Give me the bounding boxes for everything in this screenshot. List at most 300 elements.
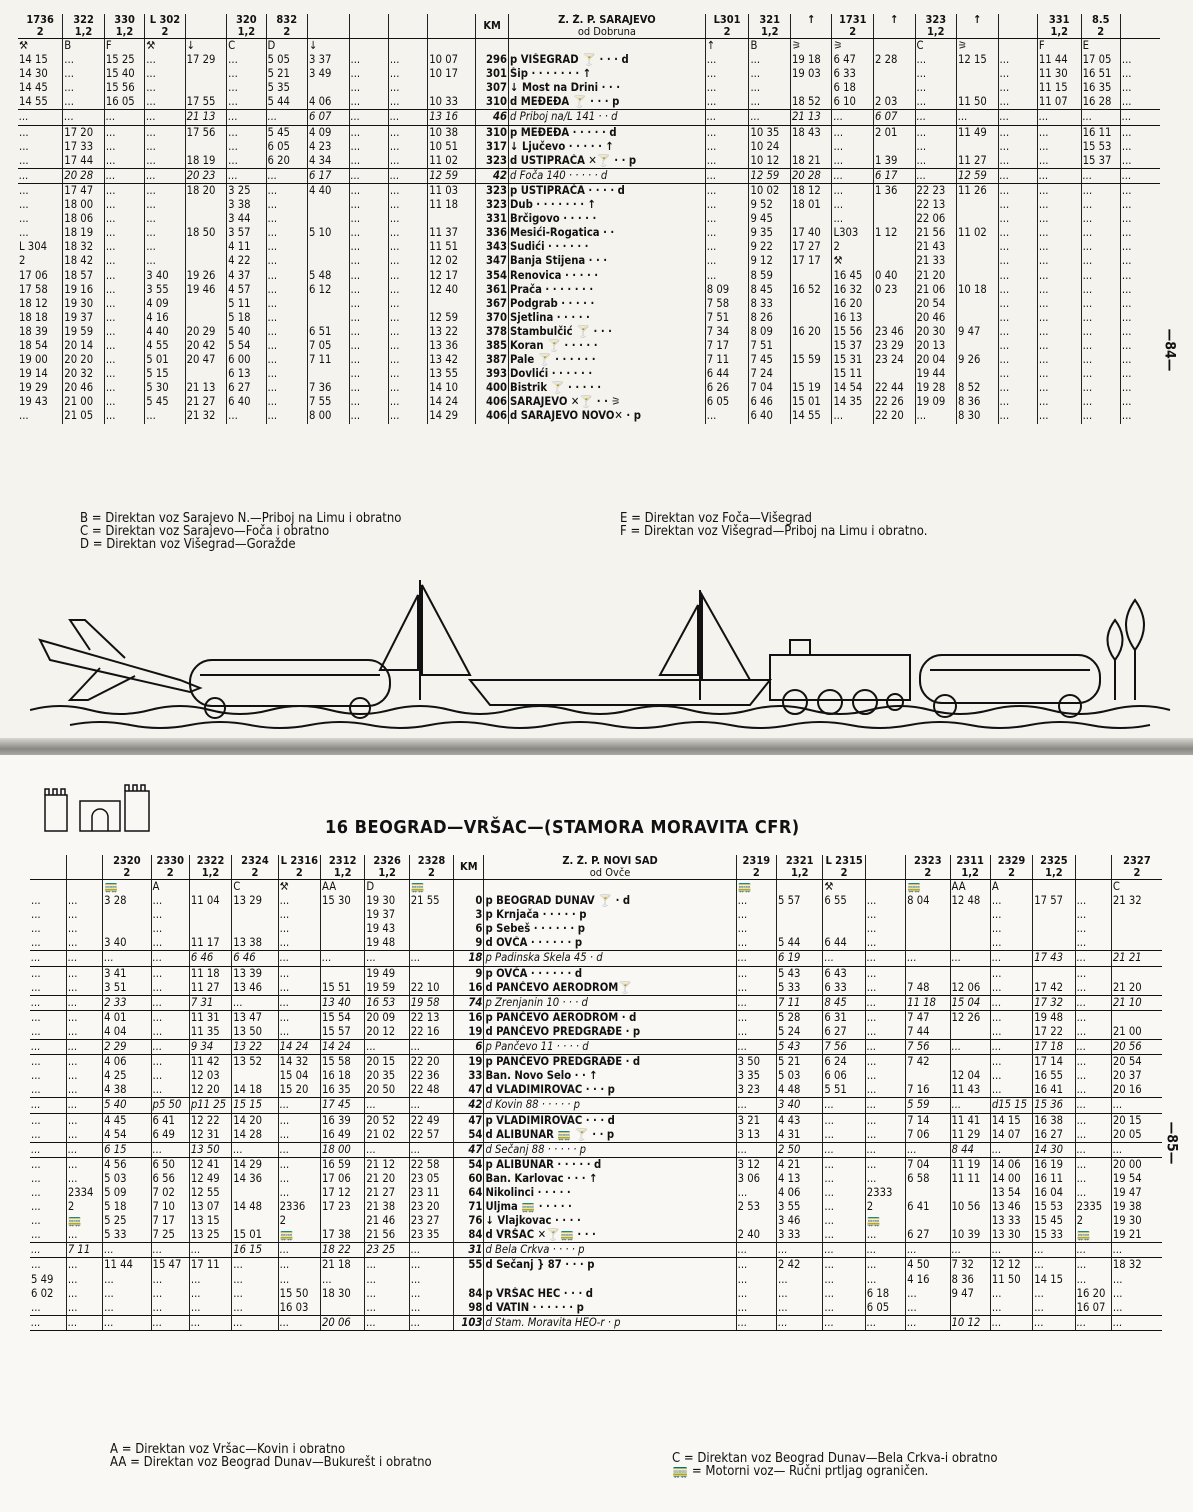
time-cell: ... <box>145 110 185 125</box>
time-cell: ... <box>1081 240 1120 254</box>
time-cell: ... <box>915 168 957 183</box>
time-cell <box>957 311 999 325</box>
time-cell: 6 40 <box>227 395 266 409</box>
time-cell: 2 28 <box>874 53 916 67</box>
station-row <box>30 894 1162 908</box>
time-cell: L 304 <box>19 240 48 254</box>
station-row <box>30 1083 1162 1098</box>
time-cell: 20 15 <box>1111 1113 1162 1128</box>
time-cell: 2 <box>1075 1214 1111 1228</box>
time-cell: 7 04 <box>749 381 791 395</box>
time-cell <box>790 269 832 283</box>
time-cell: 7 04 <box>906 1157 950 1172</box>
time-cell: ... <box>388 409 427 423</box>
station-name: p Sebeš · · · · · · p <box>484 922 736 936</box>
time-cell: ... <box>365 1273 409 1287</box>
time-cell: ... <box>266 183 308 198</box>
time-cell: ... <box>145 67 185 81</box>
train-number-header <box>998 14 1037 39</box>
time-cell: 13 15 <box>189 1214 231 1228</box>
time-cell: ... <box>865 1315 905 1330</box>
time-cell <box>1033 908 1075 922</box>
train-number-header <box>66 855 102 880</box>
time-cell <box>865 880 905 895</box>
station-row <box>30 1172 1162 1186</box>
time-cell <box>874 240 916 254</box>
time-cell: 16 52 <box>790 283 832 297</box>
time-cell: 5 59 <box>906 1098 950 1113</box>
time-cell: 6 06 <box>823 1069 865 1083</box>
time-cell: ... <box>736 894 776 908</box>
km-cell <box>476 39 509 54</box>
time-cell: 13 39 <box>232 966 278 981</box>
time-cell: 6 05 <box>266 140 308 154</box>
km-cell: 47 <box>454 1113 484 1128</box>
time-cell <box>185 367 227 381</box>
time-cell: ... <box>1081 297 1120 311</box>
station-name: Stambulčić 🍸 · · · <box>509 325 706 339</box>
time-cell: ... <box>1081 283 1120 297</box>
time-cell: ... <box>151 1083 189 1098</box>
time-cell: ... <box>104 353 144 367</box>
station-name: p VLADIMIROVAC · · · d <box>484 1113 736 1128</box>
time-cell: ... <box>705 95 749 110</box>
time-cell: ... <box>104 154 144 169</box>
time-cell: 21 27 <box>185 395 227 409</box>
time-cell <box>308 254 350 268</box>
time-cell: 11 17 <box>189 936 231 951</box>
time-cell <box>185 297 227 311</box>
time-cell: 18 57 <box>63 269 105 283</box>
time-cell <box>185 198 227 212</box>
km-cell: 406 <box>476 395 509 409</box>
train-class: 2 <box>1097 25 1105 38</box>
time-cell: ... <box>749 95 791 110</box>
station-row <box>30 981 1162 996</box>
time-cell: 6 33 <box>823 981 865 996</box>
km-cell: 317 <box>476 140 509 154</box>
time-cell <box>874 297 916 311</box>
time-cell: 4 09 <box>145 297 185 311</box>
time-cell: ... <box>31 1258 41 1272</box>
time-cell: ... <box>950 1040 990 1055</box>
time-cell <box>874 367 916 381</box>
time-cell: 5 09 <box>103 1186 151 1200</box>
time-cell: ... <box>1075 995 1111 1010</box>
time-cell: 20 46 <box>915 311 957 325</box>
time-cell: 21 43 <box>915 240 957 254</box>
time-cell: 6 27 <box>906 1228 950 1243</box>
station-name: d Sečanj } 87 · · · p <box>484 1258 736 1273</box>
time-cell: 11 11 <box>950 1172 990 1186</box>
time-cell: ... <box>66 1010 102 1025</box>
train-number-header <box>145 14 185 39</box>
time-cell: 7 44 <box>906 1025 950 1040</box>
time-cell: ... <box>1075 1258 1111 1273</box>
time-cell: ... <box>151 1040 189 1055</box>
train-number-header <box>409 855 453 880</box>
time-cell: ... <box>388 367 427 381</box>
time-cell: 13 29 <box>232 894 278 908</box>
time-cell: ... <box>777 1243 823 1258</box>
time-cell: ... <box>388 212 427 226</box>
time-cell: 7 24 <box>749 367 791 381</box>
time-cell: ... <box>151 1273 189 1287</box>
time-cell: 14 30 <box>19 67 48 81</box>
time-cell: 7 31 <box>189 995 231 1010</box>
time-cell: 21 55 <box>409 894 453 908</box>
time-cell: ... <box>349 395 388 409</box>
time-cell: ... <box>66 1228 102 1243</box>
time-cell: ... <box>1075 1157 1111 1172</box>
time-cell: 22 49 <box>409 1113 453 1128</box>
station-row <box>18 39 1160 54</box>
time-cell: ... <box>63 67 105 81</box>
time-cell: 16 20 <box>1075 1287 1111 1301</box>
time-cell: F <box>1037 39 1081 54</box>
time-cell: 🚃 <box>409 880 453 895</box>
time-cell: 20 13 <box>915 339 957 353</box>
time-cell: 11 37 <box>428 226 476 240</box>
time-cell: ... <box>1081 381 1120 395</box>
time-cell <box>950 1214 990 1228</box>
time-cell: ... <box>388 339 427 353</box>
time-cell: 17 57 <box>1033 894 1075 908</box>
time-cell: 14 45 <box>19 81 48 95</box>
station-name: Nikolinci · · · · · <box>484 1186 736 1200</box>
station-row <box>18 125 1160 140</box>
time-cell: 21 12 <box>365 1157 409 1172</box>
time-cell: 4 01 <box>103 1010 151 1025</box>
station-row <box>30 880 1162 895</box>
time-cell: 10 02 <box>749 183 791 198</box>
time-cell <box>409 936 453 951</box>
time-cell: 🚃 <box>103 880 151 895</box>
station-name: p Padinska Skela 45 · d <box>484 951 736 966</box>
time-cell: 5 43 <box>777 966 823 981</box>
time-cell: 12 15 <box>957 53 999 67</box>
time-cell: 15 51 <box>321 981 365 996</box>
time-cell: 16 19 <box>1033 1157 1075 1172</box>
train-class: 1,2 <box>333 866 352 879</box>
time-cell: 6 20 <box>266 154 308 169</box>
km-cell: 367 <box>476 297 509 311</box>
time-cell: ... <box>266 409 308 423</box>
time-cell: 2 33 <box>103 995 151 1010</box>
station-name: Renovica · · · · · <box>509 269 706 283</box>
time-cell: 14 20 <box>232 1113 278 1128</box>
time-cell: ... <box>736 1040 776 1055</box>
time-cell: ... <box>1081 395 1120 409</box>
time-cell: ... <box>409 1243 453 1258</box>
time-cell: ... <box>321 1273 365 1287</box>
station-name: Bistrik 🍸 · · · · · <box>509 381 706 395</box>
time-cell: ... <box>266 297 308 311</box>
note-line: D = Direktan voz Višegrad—Goražde <box>80 537 296 552</box>
train-number-header <box>349 14 388 39</box>
time-cell: ... <box>998 212 1037 226</box>
time-cell: 11 29 <box>950 1128 990 1143</box>
time-cell: 18 01 <box>790 198 832 212</box>
time-cell: 22 13 <box>915 198 957 212</box>
km-cell: 331 <box>476 212 509 226</box>
time-cell: ... <box>31 1200 41 1214</box>
notes-right-84 <box>620 512 927 538</box>
station-row <box>18 254 1160 268</box>
time-cell: 3 35 <box>736 1069 776 1083</box>
time-cell: 9 45 <box>749 212 791 226</box>
time-cell <box>103 908 151 922</box>
km-cell: 84 <box>454 1287 484 1301</box>
time-cell: ... <box>990 1083 1032 1098</box>
time-cell: ... <box>278 936 320 951</box>
connection-row <box>18 168 1160 183</box>
time-cell: ... <box>349 81 388 95</box>
time-cell: 4 23 <box>308 140 350 154</box>
time-cell: ... <box>189 1287 231 1301</box>
train-class: 2 <box>924 866 932 879</box>
train-number: 2330 <box>156 855 184 867</box>
time-cell: ... <box>990 894 1032 908</box>
time-cell: 6 17 <box>308 168 350 183</box>
time-cell: ... <box>66 1142 102 1157</box>
km-cell: 387 <box>476 353 509 367</box>
time-cell <box>736 1214 776 1228</box>
time-cell: 7 11 <box>777 995 823 1010</box>
time-cell: ... <box>151 1010 189 1025</box>
time-cell: ... <box>915 67 957 81</box>
time-cell: ... <box>1120 409 1160 423</box>
train-number-header <box>915 14 957 39</box>
time-cell <box>1111 922 1162 936</box>
time-cell: ... <box>705 198 749 212</box>
time-cell: 11 35 <box>189 1025 231 1040</box>
time-cell: ... <box>1075 1186 1111 1200</box>
time-cell: ... <box>1081 325 1120 339</box>
time-cell: ... <box>705 240 749 254</box>
time-cell: 18 32 <box>1111 1258 1162 1273</box>
time-cell: ... <box>104 183 144 198</box>
time-cell: ... <box>145 212 185 226</box>
time-cell: ... <box>736 966 776 981</box>
time-cell: ... <box>151 981 189 996</box>
time-cell: 12 17 <box>428 269 476 283</box>
time-cell: ... <box>103 1273 151 1287</box>
time-cell: 8 09 <box>705 283 749 297</box>
time-cell <box>321 1301 365 1316</box>
time-cell: 5 49 <box>31 1272 54 1286</box>
time-cell: ... <box>409 1258 453 1273</box>
time-cell: 4 16 <box>906 1273 950 1287</box>
time-cell: ... <box>736 1243 776 1258</box>
station-row <box>30 936 1162 951</box>
time-cell: ... <box>1075 1142 1111 1157</box>
time-cell: ... <box>865 966 905 981</box>
station-row <box>18 353 1160 367</box>
time-cell: ... <box>30 1315 66 1330</box>
km-header: KM <box>476 14 509 39</box>
time-cell: 9 26 <box>957 353 999 367</box>
time-cell: ... <box>1120 140 1160 154</box>
time-cell <box>790 81 832 95</box>
time-cell <box>321 922 365 936</box>
time-cell <box>308 311 350 325</box>
station-name: p MEĐEĐA · · · · · d <box>509 125 706 140</box>
time-cell <box>950 1186 990 1200</box>
time-cell: 16 04 <box>1033 1186 1075 1200</box>
time-cell: 8 36 <box>957 395 999 409</box>
time-cell: 22 58 <box>409 1157 453 1172</box>
time-cell: ... <box>227 81 266 95</box>
notes-left-84 <box>80 512 401 551</box>
time-cell: 18 50 <box>185 226 227 240</box>
time-cell: 11 15 <box>1037 81 1081 95</box>
time-cell: 4 13 <box>777 1172 823 1186</box>
time-cell: ... <box>1075 1098 1111 1113</box>
time-cell: ... <box>865 1273 905 1287</box>
time-cell: ... <box>18 110 63 125</box>
time-cell: 14 06 <box>990 1157 1032 1172</box>
time-cell: ... <box>990 1040 1032 1055</box>
time-cell: ... <box>832 110 874 125</box>
time-cell: 0 23 <box>874 283 916 297</box>
station-name: d Stam. Moravita HEO-r · p <box>484 1315 736 1330</box>
time-cell: 4 22 <box>227 254 266 268</box>
time-cell: ... <box>151 995 189 1010</box>
time-cell: 18 00 <box>321 1142 365 1157</box>
train-class: 1,2 <box>74 25 93 38</box>
train-number: L 2315 <box>825 855 863 867</box>
time-cell: 6 41 <box>906 1200 950 1214</box>
time-cell: 5 15 <box>145 367 185 381</box>
station-name: d SARAJEVO NOVO✕ · p <box>509 409 706 423</box>
station-row <box>30 1113 1162 1128</box>
time-cell: ... <box>1037 395 1081 409</box>
time-cell: 19 00 <box>19 353 48 367</box>
time-cell: L303 <box>832 226 874 240</box>
time-cell <box>777 880 823 895</box>
time-cell: ... <box>1037 183 1081 198</box>
time-cell: 8 36 <box>950 1273 990 1287</box>
time-cell: ... <box>1111 1142 1162 1157</box>
time-cell: ... <box>388 325 427 339</box>
time-cell: ... <box>19 153 29 167</box>
time-cell: ... <box>705 409 749 423</box>
time-cell: ... <box>409 1040 453 1055</box>
time-cell: ... <box>409 1287 453 1301</box>
time-cell: 6 26 <box>705 381 749 395</box>
time-cell: ... <box>998 154 1037 169</box>
notes-right-85 <box>672 1452 998 1478</box>
km-cell: 385 <box>476 339 509 353</box>
time-cell: 11 44 <box>1037 53 1081 67</box>
train-number-header <box>865 855 905 880</box>
time-cell: 16 39 <box>321 1113 365 1128</box>
time-cell: 2333 <box>865 1186 905 1200</box>
train-number-header <box>189 855 231 880</box>
time-cell: 6 17 <box>874 168 916 183</box>
time-cell: 13 40 <box>321 995 365 1010</box>
time-cell: ... <box>823 1301 865 1316</box>
time-cell: 3 49 <box>308 67 350 81</box>
time-cell: ... <box>30 1243 66 1258</box>
time-cell: ... <box>349 67 388 81</box>
time-cell: ... <box>145 254 185 268</box>
time-cell: 8 00 <box>308 409 350 423</box>
time-cell: ... <box>66 1273 102 1287</box>
time-cell: ... <box>1120 154 1160 169</box>
time-cell: 2 <box>832 240 874 254</box>
time-cell: ... <box>1075 1083 1111 1098</box>
time-cell: 11 18 <box>906 995 950 1010</box>
time-cell: ... <box>832 212 874 226</box>
train-number: L301 <box>713 14 741 26</box>
time-cell: ... <box>865 922 905 936</box>
time-cell: ... <box>227 110 266 125</box>
station-row <box>18 67 1160 81</box>
note-line: AA = Direktan voz Beograd Dunav—Bukurešt i obratno <box>110 1455 432 1470</box>
time-cell: ... <box>998 125 1037 140</box>
time-cell: 16 55 <box>1033 1069 1075 1083</box>
time-cell: ... <box>823 1157 865 1172</box>
time-cell: ... <box>749 67 791 81</box>
time-cell: ... <box>736 922 776 936</box>
time-cell: ... <box>990 1315 1032 1330</box>
time-cell <box>428 212 476 226</box>
km-cell: 64 <box>454 1186 484 1200</box>
time-cell: 9 47 <box>957 325 999 339</box>
time-cell <box>823 908 865 922</box>
station-row <box>30 1128 1162 1143</box>
time-cell: ... <box>990 936 1032 951</box>
time-cell: ... <box>705 269 749 283</box>
time-cell: 20 47 <box>185 353 227 367</box>
time-cell: ... <box>1037 325 1081 339</box>
time-cell: ... <box>365 1315 409 1330</box>
time-cell: ... <box>278 1157 320 1172</box>
time-cell: 7 45 <box>749 353 791 367</box>
train-number-header <box>227 14 266 39</box>
time-cell: 21 33 <box>915 254 957 268</box>
time-cell: 14 48 <box>232 1200 278 1214</box>
time-cell: 19 37 <box>365 908 409 922</box>
time-cell: 14 30 <box>1033 1142 1075 1157</box>
station-row <box>18 311 1160 325</box>
time-cell: ... <box>915 81 957 95</box>
time-cell: 16 20 <box>790 325 832 339</box>
time-cell: 19 21 <box>1111 1228 1162 1243</box>
time-cell: 22 06 <box>915 212 957 226</box>
time-cell: 16 38 <box>1033 1113 1075 1128</box>
time-cell: 4 06 <box>777 1186 823 1200</box>
time-cell: ... <box>832 168 874 183</box>
station-row <box>18 226 1160 240</box>
train-class: 1,2 <box>378 866 396 879</box>
time-cell <box>1120 39 1160 54</box>
station-name: Dovlići · · · · · · <box>509 367 706 381</box>
time-cell: ... <box>1081 168 1120 183</box>
time-cell: 20 29 <box>185 325 227 339</box>
time-cell: 2 <box>19 254 26 268</box>
train-number: 2320 <box>113 855 141 867</box>
time-cell: ... <box>66 1128 102 1143</box>
note-line: E = Direktan voz Foča—Višegrad <box>620 511 812 526</box>
time-cell: ... <box>823 1172 865 1186</box>
time-cell: 22 16 <box>409 1025 453 1040</box>
time-cell <box>790 367 832 381</box>
time-cell: 12 55 <box>189 1186 231 1200</box>
time-cell: ... <box>388 140 427 154</box>
